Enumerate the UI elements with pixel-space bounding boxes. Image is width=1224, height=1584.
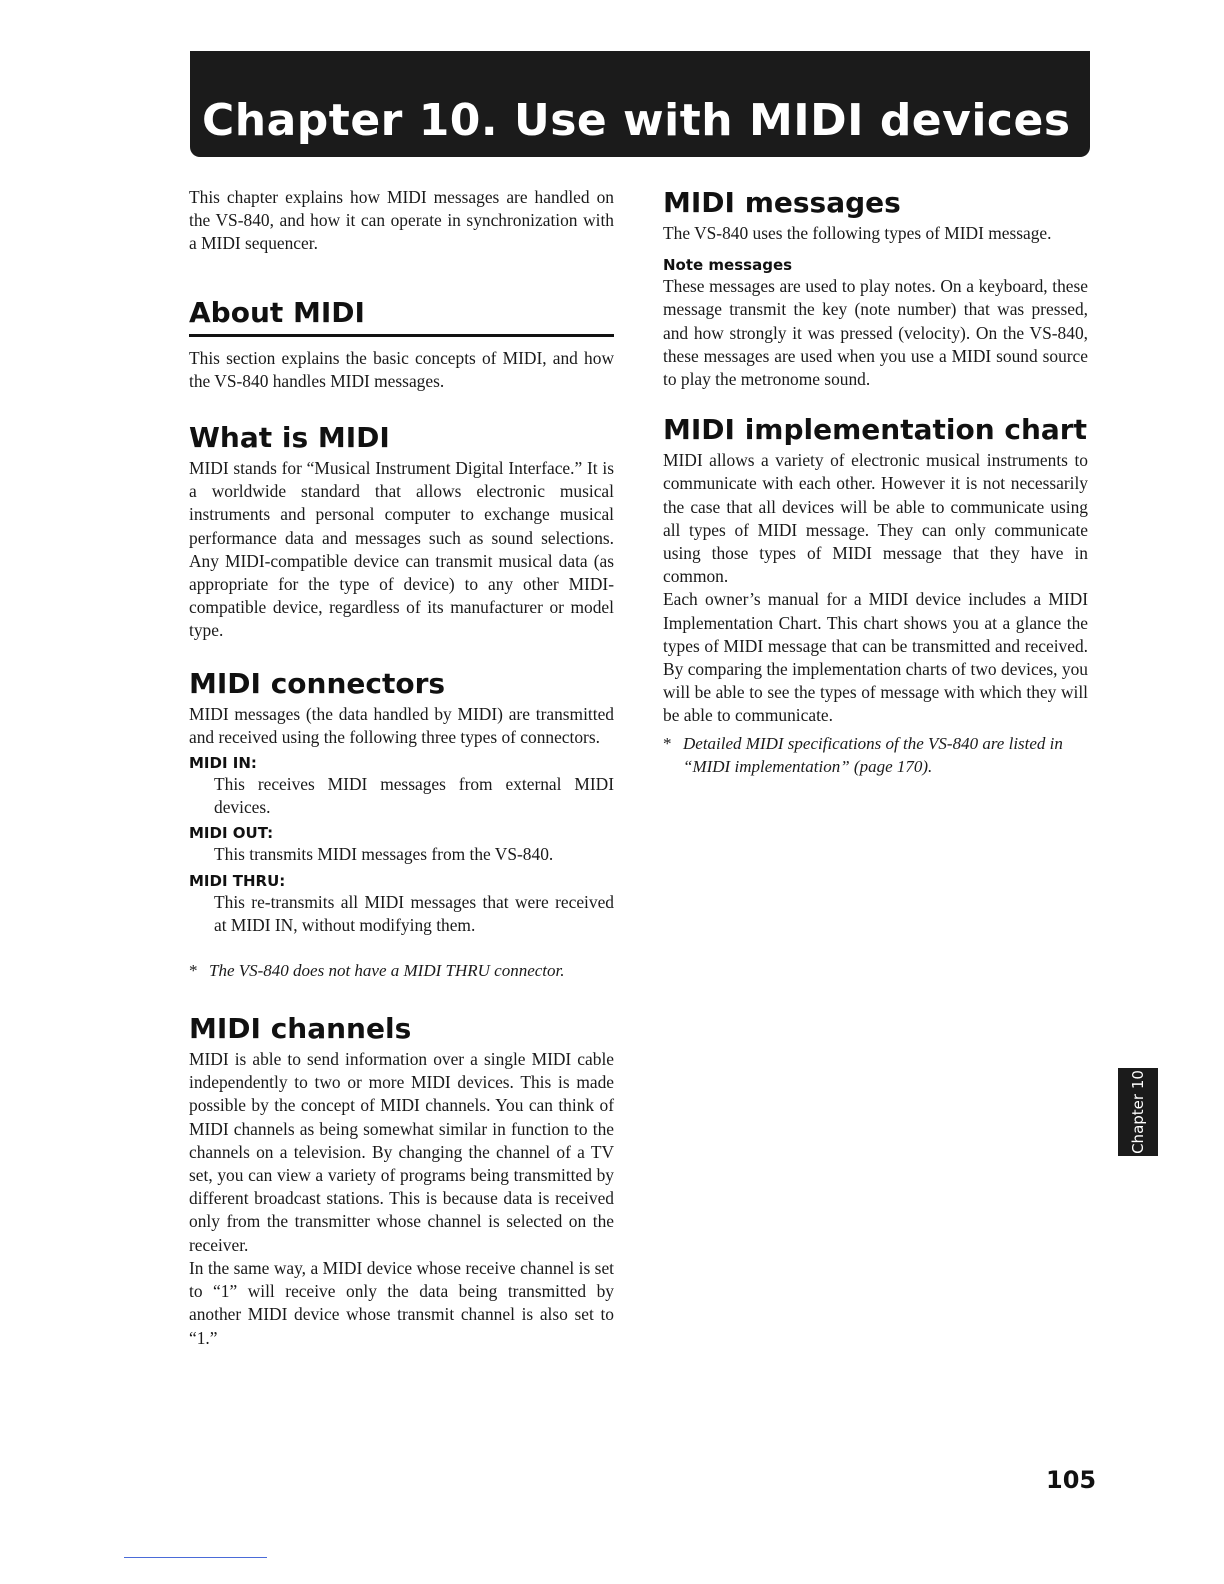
implementation-chart-text-2: Each owner’s manual for a MIDI device includes a MIDI Implementation Chart. This chart shows you at a glance the types of MIDI message that can be transmitted and received. By comparing the implementation charts of two devices, you will be able to see the types of message with which they will be able to communicate. <box>663 589 1088 726</box>
midi-messages-text: The VS-840 uses the following types of MIDI message. <box>663 223 1052 243</box>
what-is-midi-heading: What is MIDI <box>189 421 390 455</box>
note-messages-heading: Note messages <box>663 256 793 275</box>
note-messages-text: These messages are used to play notes. On a keyboard, these message transmit the key (note number) that was pressed, and how strongly it was pressed (velocity). On the VS-840, these messages are used when you use a MIDI sound source to play the metronome sound. <box>663 276 1088 390</box>
midi-channels-text-2: In the same way, a MIDI device whose receive channel is set to “1” will receive only the data being transmitted by another MIDI device whose transmit channel is also set to “1.” <box>189 1257 614 1348</box>
right-column <box>663 186 1088 778</box>
midi-connectors-heading: MIDI connectors <box>189 666 446 700</box>
about-midi-text: This section explains the basic concepts of MIDI, and how the VS-840 handles MIDI messages. <box>189 347 614 391</box>
implementation-chart-text-1: MIDI allows a variety of electronic musical instruments to communicate with each other. However it is not necessarily the case that all devices will be able to communicate using all types of MIDI message. They can only communicate using those types of MIDI message that they have in common. <box>663 450 1088 587</box>
midi-thru-desc: This re-transmits all MIDI messages that were received at MIDI IN, without modifying them. <box>214 891 614 935</box>
midi-thru-note <box>189 959 614 982</box>
about-midi-heading: About MIDI <box>189 296 614 337</box>
midi-channels-heading: MIDI channels <box>189 1012 412 1046</box>
left-column <box>189 186 614 1350</box>
note-marker: * <box>189 961 198 981</box>
chapter-banner <box>190 51 1090 157</box>
page-number: 105 <box>1046 1466 1097 1494</box>
midi-in-desc: This receives MIDI messages from external MIDI devices. <box>214 774 614 818</box>
midi-messages-heading: MIDI messages <box>663 186 901 219</box>
chapter-side-tab-label: Chapter 10 <box>1129 1070 1148 1154</box>
implementation-chart-note-text: Detailed MIDI specifications of the VS-840 are listed in “MIDI implementation” (page 170). <box>683 733 1063 776</box>
note-marker: * <box>663 733 672 753</box>
intro-paragraph: This chapter explains how MIDI messages are handled on the VS-840, and how it can operate in synchronization with a MIDI sequencer. <box>189 187 614 254</box>
midi-out-desc: This transmits MIDI messages from the VS-840. <box>214 844 554 865</box>
footer-line <box>124 1557 267 1558</box>
midi-connectors-text: MIDI messages (the data handled by MIDI) are transmitted and received using the following three types of connectors. <box>189 703 614 747</box>
chapter-title: Chapter 10. Use with MIDI devices <box>202 95 1071 146</box>
implementation-chart-note <box>663 732 1088 778</box>
midi-implementation-chart-heading: MIDI implementation chart <box>663 413 1087 447</box>
chapter-side-tab <box>1118 1068 1158 1156</box>
midi-thru-term: MIDI THRU: <box>189 871 286 890</box>
midi-in-term: MIDI IN: <box>189 754 257 773</box>
what-is-midi-text: MIDI stands for “Musical Instrument Digital Interface.” It is a worldwide standard that allows electronic musical instruments and personal computer to exchange musical performance data and messages such as sound selections. Any MIDI-compatible device can transmit musical data (as appropriate for the type of device) to any other MIDI-compatible device, regardless of its manufacturer or model type. <box>189 458 614 641</box>
midi-out-term: MIDI OUT: <box>189 824 274 843</box>
midi-thru-note-text: The VS-840 does not have a MIDI THRU connector. <box>209 961 565 981</box>
midi-channels-text-1: MIDI is able to send information over a single MIDI cable independently to two or more MIDI devices. This is made possible by the concept of MIDI channels. You can think of MIDI channels as being somewhat similar in function to the channels on a television. By changing the channel of a TV set, you can view a variety of programs being transmitted by different broadcast stations. This is because data is received only from the transmitter whose channel is selected on the receiver. <box>189 1049 614 1255</box>
